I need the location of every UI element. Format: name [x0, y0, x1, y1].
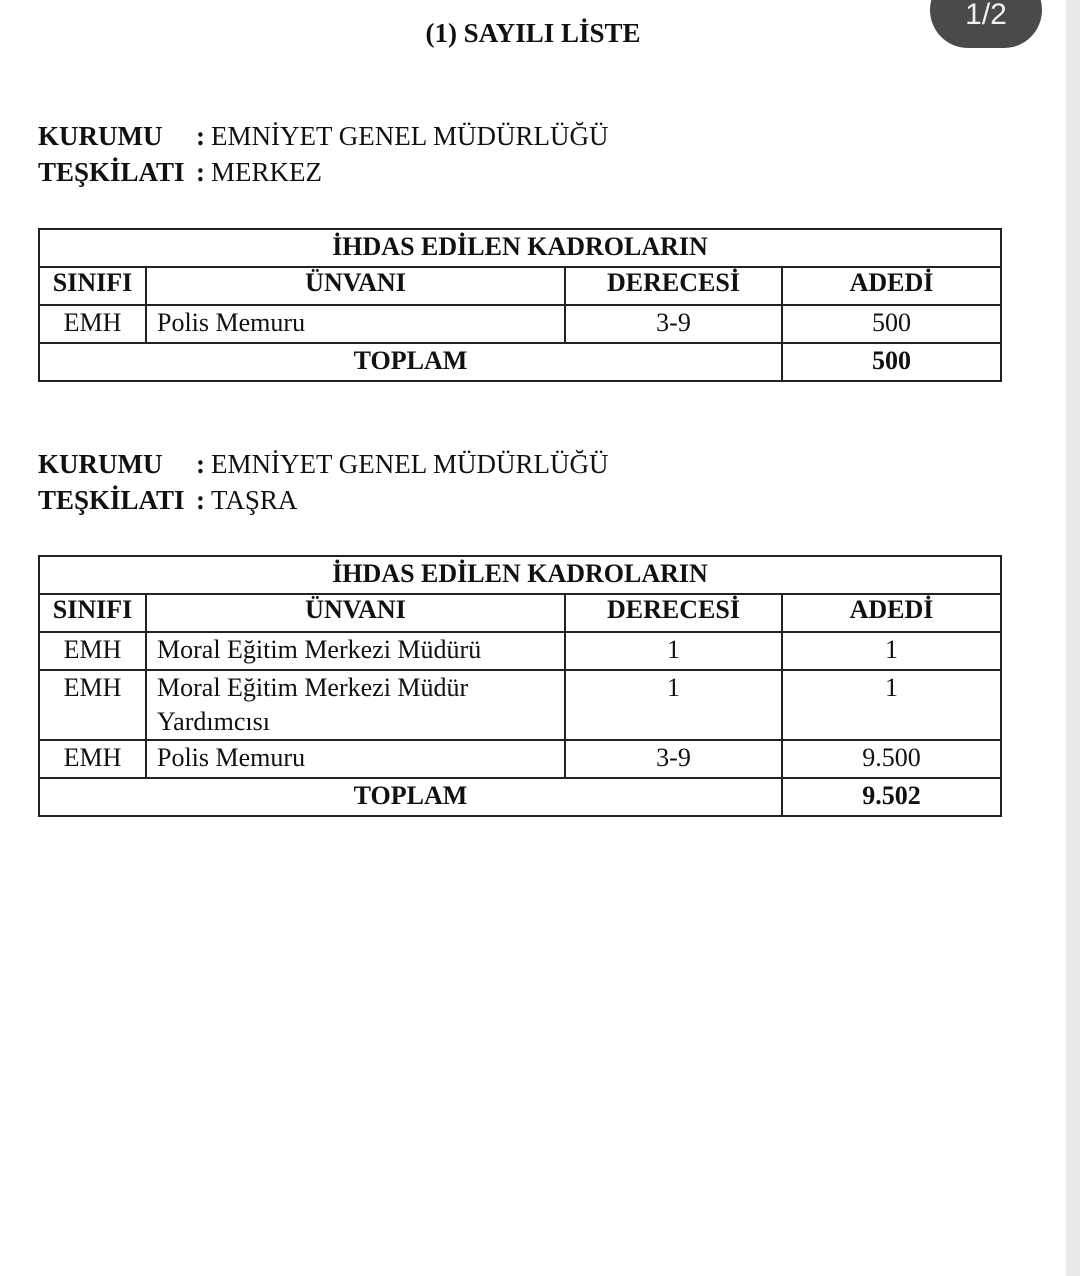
cell-adet: 1 — [782, 632, 1001, 670]
separator: : — [196, 121, 205, 151]
section-1-info — [38, 118, 608, 190]
header-unvan: ÜNVANI — [146, 594, 565, 632]
teskilat-value: MERKEZ — [211, 157, 322, 187]
header-adet: ADEDİ — [782, 594, 1001, 632]
cell-unvan — [146, 670, 565, 740]
cell-unvan: Polis Memuru — [146, 305, 565, 343]
header-derece: DERECESİ — [565, 267, 782, 305]
table-header-row — [39, 267, 1001, 305]
kurum-row — [38, 118, 608, 154]
cell-adet: 1 — [782, 670, 1001, 740]
cell-derece: 1 — [565, 632, 782, 670]
table-row — [39, 305, 1001, 343]
kadro-table-tasra — [38, 555, 1002, 817]
table-row — [39, 670, 1001, 740]
cell-sinif: EMH — [39, 740, 146, 778]
teskilat-row — [38, 482, 608, 518]
separator: : — [196, 449, 205, 479]
cell-unvan-line-2: Yardımcısı — [157, 707, 270, 736]
teskilat-row — [38, 154, 608, 190]
total-label: TOPLAM — [39, 343, 782, 381]
cell-sinif: EMH — [39, 305, 146, 343]
cell-adet: 9.500 — [782, 740, 1001, 778]
header-sinif: SINIFI — [39, 267, 146, 305]
section-2-info — [38, 446, 608, 518]
document-title: (1) SAYILI LİSTE — [425, 18, 641, 48]
scrollbar[interactable] — [1066, 0, 1080, 1276]
kurum-label: KURUMU — [38, 121, 163, 151]
cell-derece: 1 — [565, 670, 782, 740]
page-indicator — [930, 0, 1042, 48]
cell-derece: 3-9 — [565, 740, 782, 778]
teskilat-label: TEŞKİLATI — [38, 485, 185, 515]
cell-derece: 3-9 — [565, 305, 782, 343]
cell-sinif: EMH — [39, 632, 146, 670]
total-label: TOPLAM — [39, 778, 782, 816]
kurum-row — [38, 446, 608, 482]
cell-unvan: Polis Memuru — [146, 740, 565, 778]
cell-adet: 500 — [782, 305, 1001, 343]
teskilat-value: TAŞRA — [211, 485, 298, 515]
kurum-label: KURUMU — [38, 449, 163, 479]
table-total-row — [39, 778, 1001, 816]
table-total-row — [39, 343, 1001, 381]
header-sinif: SINIFI — [39, 594, 146, 632]
page-indicator-text: 1/2 — [965, 0, 1007, 31]
table-caption: İHDAS EDİLEN KADROLARIN — [39, 556, 1001, 594]
header-derece: DERECESİ — [565, 594, 782, 632]
kadro-table-merkez — [38, 228, 1002, 382]
cell-sinif: EMH — [39, 670, 146, 740]
separator: : — [196, 485, 205, 515]
table-row — [39, 632, 1001, 670]
cell-unvan: Moral Eğitim Merkezi Müdürü — [146, 632, 565, 670]
table-header-row — [39, 594, 1001, 632]
separator: : — [196, 157, 205, 187]
table-caption: İHDAS EDİLEN KADROLARIN — [39, 229, 1001, 267]
total-value: 500 — [782, 343, 1001, 381]
kurum-value: EMNİYET GENEL MÜDÜRLÜĞÜ — [211, 121, 609, 151]
teskilat-label: TEŞKİLATI — [38, 157, 185, 187]
kurum-value: EMNİYET GENEL MÜDÜRLÜĞÜ — [211, 449, 609, 479]
total-value: 9.502 — [782, 778, 1001, 816]
header-unvan: ÜNVANI — [146, 267, 565, 305]
cell-unvan-line-1: Moral Eğitim Merkezi Müdür — [157, 673, 469, 702]
header-adet: ADEDİ — [782, 267, 1001, 305]
table-row — [39, 740, 1001, 778]
